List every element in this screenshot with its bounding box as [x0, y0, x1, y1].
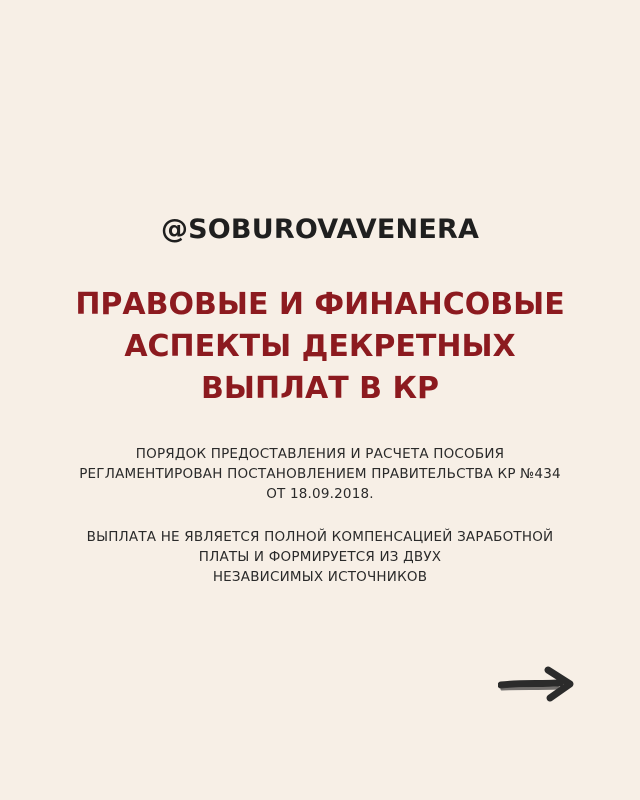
paragraph-line: ОТ 18.09.2018.: [266, 486, 374, 502]
arrow-right-icon: [498, 664, 576, 704]
paragraph-compensation: [0, 527, 640, 587]
handle: @SOBUROVAVENERA: [160, 214, 480, 245]
headline-line: ПРАВОВЫЕ И ФИНАНСОВЫЕ: [75, 287, 565, 322]
headline: [0, 284, 640, 410]
paragraph-line: НЕЗАВИСИМЫХ ИСТОЧНИКОВ: [212, 569, 428, 585]
paragraph-regulation: [0, 444, 640, 504]
next-slide-button[interactable]: [498, 664, 576, 704]
paragraph-line: РЕГЛАМЕНТИРОВАН ПОСТАНОВЛЕНИЕМ ПРАВИТЕЛЬСТВА КР №434: [79, 466, 561, 482]
paragraph-line: ВЫПЛАТА НЕ ЯВЛЯЕТСЯ ПОЛНОЙ КОМПЕНСАЦИЕЙ ЗАРАБОТНОЙ: [86, 529, 554, 545]
headline-line: ВЫПЛАТ В КР: [201, 371, 439, 406]
paragraph-line: ПЛАТЫ И ФОРМИРУЕТСЯ ИЗ ДВУХ: [198, 549, 442, 565]
headline-line: АСПЕКТЫ ДЕКРЕТНЫХ: [124, 329, 516, 364]
paragraph-line: ПОРЯДОК ПРЕДОСТАВЛЕНИЯ И РАСЧЕТА ПОСОБИЯ: [135, 446, 505, 462]
